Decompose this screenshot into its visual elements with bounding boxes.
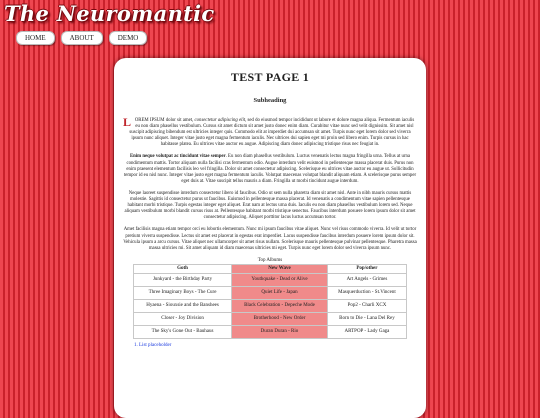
nav-demo-button[interactable]: DEMO [109, 31, 148, 45]
table-cell: Brotherhood - New Order [232, 312, 328, 325]
table-cell: Quiet Life - Japan [232, 286, 328, 299]
table-cell: Art Angels - Grimes [327, 273, 406, 286]
page-subheading: Subheading [253, 97, 287, 104]
paragraph-3: Neque laoreet suspendisse interdum consectetur libero id faucibus. Odio ut sem nulla pharetra diam sit amet nisl. Ante in nibh mauris cursus mattis molestie. Sagittis id consectetur purus ut faucibus. Euismod in pellentesque massa placerat. Id venenatis a condimentum vitae sapien pellentesque habitant morbi tristique. Turpis egestas integer eget aliquet. Erat nam at lectus urna duis. Iaculis eu non diam phasellus vestibulum lorem sed. Neque aliquam vestibulum morbi blandit cursus risus at. Pellentesque habitant morbi tristique senectus. Faucibus interdum posuere lorem ipsum dolor sit amet consectetur adipiscing. Aliquet porttitor lacus luctus accumsan tortor. [124, 190, 416, 221]
table-cell: Hyaena - Siouxsie and the Banshees [134, 299, 232, 312]
table-cell: Pop2 - Charli XCX [327, 299, 406, 312]
table-cell: Black Celebration - Depeche Mode [232, 299, 328, 312]
table-cell: Masquerduction - St.Vincent [327, 286, 406, 299]
paragraph-2-strong: Enim neque volutpat ac tincidunt vitae semper [129, 154, 226, 160]
table-cell: Duran Duran - Rio [232, 325, 328, 338]
paragraph-1 [123, 115, 417, 148]
paragraph-1-lead: OREM IPSUM dolor sit amet, [134, 118, 195, 123]
table-caption: Top Albums [257, 257, 283, 263]
paragraph-2-rest: . Eu non diam phasellus vestibulum. Luctus venenatis lectus magna fringilla urna. Tellus at urna condimentum mattis. Tortor aliquam nulla facilisi cras fermentum odio. Augue interdum velit euismod in pellentesque massa placerat duis. Purus non enim praesent elementum facilisis leo vel fringilla. Dolor sit amet consectetur adipiscing. Scelerisque eu ultrices vitae auctor eu augue ut. Sollicitudin tempor id eu nisl nunc. Integer vitae justo eget magna fermentum iaculis. Volutpat maecenas volutpat blandit aliquam etiam. A scelerisque purus semper eget duis at. Vitae suscipit tellus mauris a diam. Fringilla ut morbi tincidunt augue interdum. [123, 154, 417, 184]
table-row [134, 325, 407, 338]
table-cell: ARTPOP - Lady Gaga [327, 325, 406, 338]
drop-cap: L [123, 115, 132, 129]
table-row [134, 299, 407, 312]
table-header-row [134, 264, 407, 273]
table-cell: Closer - Joy Division [134, 312, 232, 325]
albums-table [133, 264, 407, 339]
table-row [134, 273, 407, 286]
header-new-wave: New Wave [232, 264, 328, 273]
content-card [114, 58, 426, 418]
paragraph-1-emphasis: consectetur adipiscing elit [194, 118, 246, 123]
header-pop-other: Pop/other [327, 264, 406, 273]
paragraph-1-rest: , sed do eiusmod tempor incididunt ut labore et dolore magna aliqua. Fermentum iaculis eu non diam phasellus vestibulum. Cursus sit amet dictum sit amet justo donec enim diam. Curabitur vitae nunc sed velit dignissim. Sit amet nisl suscipit adipiscing bibendum est ultricies integer quis. Commodo elit at imperdiet dui accumsan sit amet. Turpis nunc eget lorem dolor sed viverra ipsum nunc aliquet. Integer vitae justo eget magna fermentum iaculis. Nec ultrices dui sapien eget mi proin sed libero enim. Turpis cursus in hac habitasse platea. Eu ultrices vitae auctor eu augue. Adipiscing diam donec adipiscing tristique risus nec feugiat in. [129, 118, 415, 148]
table-cell: Three Imaginary Boys - The Cure [134, 286, 232, 299]
table-row [134, 312, 407, 325]
nav-home-button[interactable]: HOME [16, 31, 55, 45]
page-title: TEST PAGE 1 [230, 70, 310, 84]
table-cell: Youthquake - Dead or Alive [232, 273, 328, 286]
table-cell: Born to Die - Lana Del Rey [327, 312, 406, 325]
paragraph-4: Amet facilisis magna etiam tempor orci eu lobortis elementum. Nunc mi ipsum faucibus vitae aliquet. Nunc vel risus commodo viverra. Id velit ut tortor pretium viverra suspendisse. Lectus sit amet est placerat in egestas erat imperdiet. Lacus suspendisse faucibus interdum posuere lorem ipsum dolor sit. Vehicula ipsum a arcu cursus. Vitae aliquet nec ullamcorper sit amet risus nullam. Scelerisque mauris pellentesque pulvinar pellentesque. Pharetra massa massa ultricies mi. Sit amet aliquam id diam maecenas ultricies mi eget. Turpis nunc eget lorem dolor sed viverra ipsum nunc. [123, 227, 417, 251]
main-nav [16, 31, 147, 45]
paragraph-2 [123, 154, 417, 184]
list-item[interactable]: 1. List placeholder [139, 343, 417, 349]
nav-about-button[interactable]: ABOUT [61, 31, 103, 45]
site-title: The Neuromantic [4, 1, 215, 26]
placeholder-list [123, 343, 417, 349]
header-goth: Goth [134, 264, 232, 273]
table-row [134, 286, 407, 299]
table-cell: Junkyard - the Birthday Party [134, 273, 232, 286]
table-cell: The Sky's Gone Out - Bauhaus [134, 325, 232, 338]
